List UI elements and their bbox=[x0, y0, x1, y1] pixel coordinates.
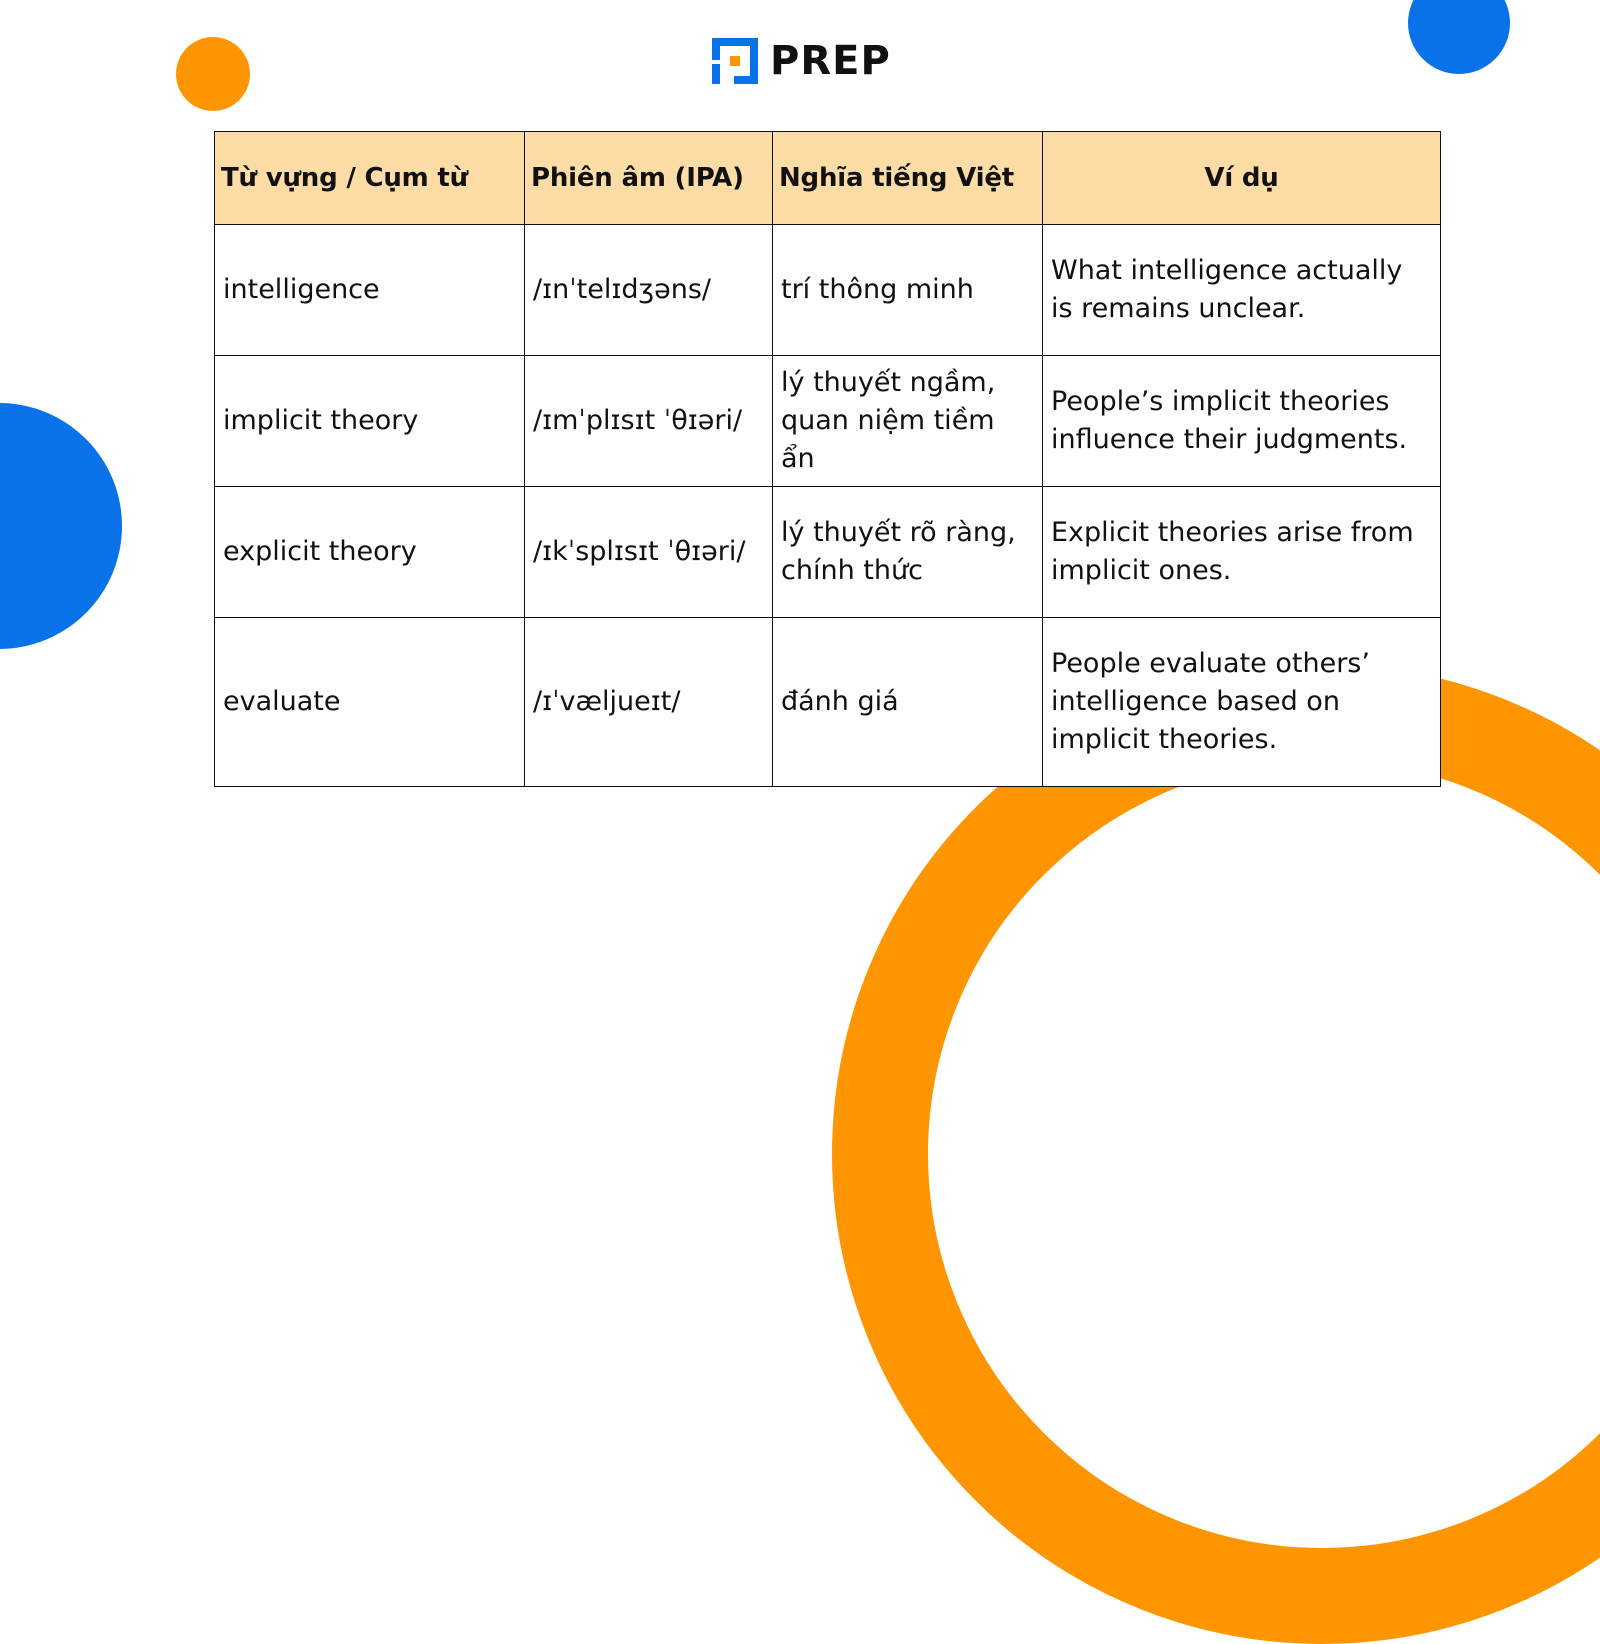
table-row bbox=[215, 356, 1441, 487]
prep-logo-icon bbox=[710, 36, 760, 86]
table-row bbox=[215, 225, 1441, 356]
decorative-orange-circle bbox=[176, 37, 250, 111]
ipa-cell: /ɪˈvæljueɪt/ bbox=[525, 618, 773, 787]
table-header-row bbox=[215, 132, 1441, 225]
decorative-blue-circle-top bbox=[1408, 0, 1510, 74]
example-cell: What intelligence actually is remains unclear. bbox=[1043, 225, 1441, 356]
example-cell: People’s implicit theories influence their judgments. bbox=[1043, 356, 1441, 487]
meaning-cell: lý thuyết ngầm, quan niệm tiềm ẩn bbox=[773, 356, 1043, 487]
example-cell: People evaluate others’ intelligence based on implicit theories. bbox=[1043, 618, 1441, 787]
term-cell: implicit theory bbox=[215, 356, 525, 487]
vocabulary-table bbox=[214, 131, 1441, 787]
meaning-cell: đánh giá bbox=[773, 618, 1043, 787]
ipa-cell: /ɪkˈsplɪsɪt ˈθɪəri/ bbox=[525, 487, 773, 618]
meaning-cell: lý thuyết rõ ràng, chính thức bbox=[773, 487, 1043, 618]
example-cell: Explicit theories arise from implicit ones. bbox=[1043, 487, 1441, 618]
term-cell: explicit theory bbox=[215, 487, 525, 618]
ipa-cell: /ɪnˈtelɪdʒəns/ bbox=[525, 225, 773, 356]
header-example: Ví dụ bbox=[1043, 132, 1441, 225]
table-row bbox=[215, 618, 1441, 787]
table-row bbox=[215, 487, 1441, 618]
decorative-orange-arc bbox=[832, 664, 1600, 1644]
meaning-cell: trí thông minh bbox=[773, 225, 1043, 356]
header-term: Từ vựng / Cụm từ bbox=[215, 132, 525, 225]
prep-logo bbox=[710, 36, 891, 86]
ipa-cell: /ɪmˈplɪsɪt ˈθɪəri/ bbox=[525, 356, 773, 487]
term-cell: intelligence bbox=[215, 225, 525, 356]
term-cell: evaluate bbox=[215, 618, 525, 787]
logo-wordmark: PREP bbox=[770, 38, 891, 84]
header-meaning: Nghĩa tiếng Việt bbox=[773, 132, 1043, 225]
header-ipa: Phiên âm (IPA) bbox=[525, 132, 773, 225]
decorative-blue-circle-left bbox=[0, 403, 122, 649]
